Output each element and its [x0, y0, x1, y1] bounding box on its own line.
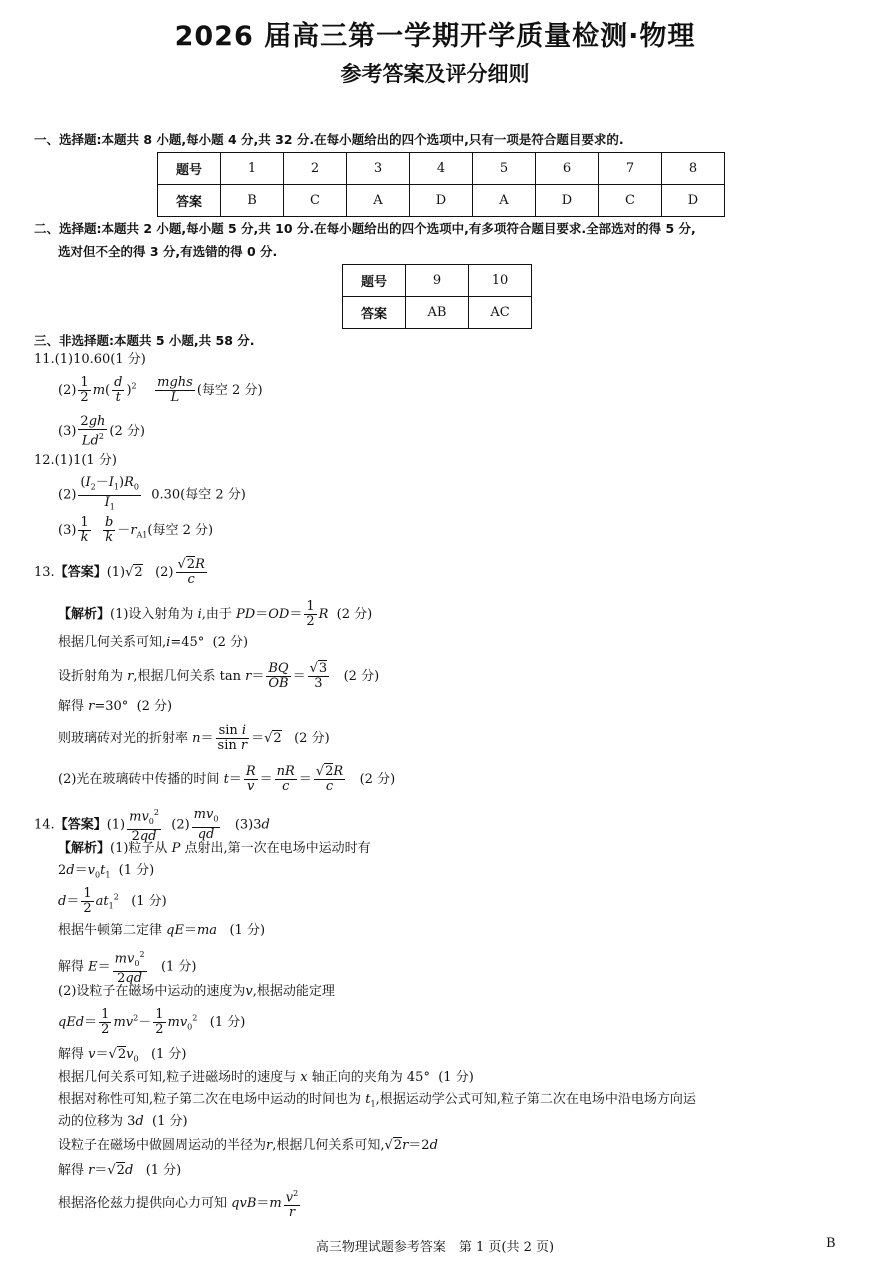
q14-line11: 动的位移为 3d (1 分)	[58, 1114, 188, 1129]
section2-heading-line2: 选对但不全的得 3 分,有选错的得 0 分.	[58, 244, 278, 259]
q12-part3: (3) $\frac{1}{k}$ $\frac{b}{k}$ $-r_{A1}$(每空 2 分)	[58, 515, 214, 545]
q14-line12: 设粒子在磁场中做圆周运动的半径为r,根据几何关系可知,√2r＝2d	[58, 1138, 438, 1153]
q12-part2: (2) $\frac{(I_2-I_1)R_0}{I_1}$ 0.30(每空 2 分)	[58, 476, 246, 514]
page-title: 2026 届高三第一学期开学质量检测·物理	[174, 21, 696, 52]
row-label-question: 题号	[158, 153, 221, 185]
q14-line1: 【解析】(1)粒子从 P 点射出,第一次在电场中运动时有	[58, 841, 371, 856]
q12-part1: 12.(1)1(1 分)	[34, 453, 117, 468]
q14-line13: 解得 r＝√2d (1 分)	[58, 1163, 182, 1178]
q13-line4: 解得 r=30° (2 分)	[58, 699, 173, 714]
q11-part3: (3) $\frac{2gh}{Ld^2}$ (2 分)	[58, 414, 145, 449]
row-label-answer: 答案	[158, 185, 221, 217]
table-row	[158, 153, 725, 185]
page-footer: 高三物理试题参考答案 第 1 页(共 2 页)	[315, 1240, 555, 1255]
q14-answer: 14.【答案】(1) $\frac{mv_0^2}{2qd}$ (2) $\frac{mv_0}{qd}$ (3)3d	[34, 807, 270, 844]
q13-line1: 【解析】(1)设入射角为 i,由于 PD＝OD＝ $\frac{1}{2}$ R (2 分)	[58, 599, 373, 629]
q14-line5: 解得 E＝ $\frac{mv_0^2}{2qd}$ (1 分)	[58, 950, 197, 986]
q13-line3: 设折射角为 r,根据几何关系 tan r＝ $\frac{BQ}{OB}$ ＝ $\frac{√3}{3}$ (2 分)	[58, 661, 380, 691]
q14-line9: 根据几何关系可知,粒子进磁场时的速度与 x 轴正向的夹角为 45° (1 分)	[58, 1070, 474, 1085]
q13-answer: 13.【答案】(1)√2 (2) $\frac{√2R}{c}$	[34, 557, 205, 587]
q13-line6: (2)光在玻璃砖中传播的时间 t＝ $\frac{R}{v}$ ＝ $\frac{nR}{c}$ ＝ $\frac{√2R}{c}$ (2 分)	[58, 764, 396, 794]
q14-line2: $2d=v_0t_1$ (1 分)	[58, 863, 155, 880]
answer-cell: C	[599, 185, 662, 217]
q14-line10: 根据对称性可知,粒子第二次在电场中运动的时间也为 $t_1$,根据运动学公式可知,粒子第二次在电场中沿电场方向运	[58, 1092, 696, 1109]
answer-cell: A	[473, 185, 536, 217]
q14-line7: qEd＝ $\frac{1}{2}$ $mv^2-$ $\frac{1}{2}$ $mv_0^2$ (1 分)	[58, 1007, 246, 1037]
q14-line14: 根据洛伦兹力提供向心力可知 qvB＝m $\frac{v^2}{r}$	[58, 1189, 299, 1221]
q14-line4: 根据牛顿第二定律 qE＝ma (1 分)	[58, 923, 266, 938]
section2-answer-table	[342, 264, 532, 329]
answer-cell: C	[284, 185, 347, 217]
section1-answer-table	[157, 152, 725, 217]
question-number: 7	[599, 153, 662, 185]
q14-line8: 解得 $v=√2v_0$ (1 分)	[58, 1047, 187, 1064]
question-number: 5	[473, 153, 536, 185]
section3-heading: 三、非选择题:本题共 5 小题,共 58 分.	[34, 333, 255, 348]
q11-part2: (2) $\frac{1}{2}$ m( $\frac{d}{t}$ )$^2$ $\frac{\text{mghs}}{L}$ (每空 2 分)	[58, 375, 263, 405]
row-label-answer: 答案	[343, 297, 406, 329]
question-number: 6	[536, 153, 599, 185]
page-subtitle: 参考答案及评分细则	[340, 62, 530, 86]
row-label-question: 题号	[343, 265, 406, 297]
table-row	[343, 297, 532, 329]
question-number: 9	[406, 265, 469, 297]
question-number: 3	[347, 153, 410, 185]
q14-line6: (2)设粒子在磁场中运动的速度为v,根据动能定理	[58, 984, 335, 999]
question-number: 4	[410, 153, 473, 185]
answer-cell: B	[221, 185, 284, 217]
question-number: 2	[284, 153, 347, 185]
q11-part1: 11.(1)10.60(1 分)	[34, 352, 146, 367]
answer-cell: AC	[469, 297, 532, 329]
answer-cell: D	[410, 185, 473, 217]
answer-cell: AB	[406, 297, 469, 329]
q13-line5: 则玻璃砖对光的折射率 n＝ $\frac{\text{sin i}}{\text{sin r}}$ ＝√2 (2 分)	[58, 723, 330, 753]
table-row	[343, 265, 532, 297]
answer-cell: D	[536, 185, 599, 217]
section2-heading-line1: 二、选择题:本题共 2 小题,每小题 5 分,共 10 分.在每小题给出的四个选项中,有多项符合题目要求.全部选对的得 5 分,	[34, 221, 696, 236]
question-number: 8	[662, 153, 725, 185]
answer-cell: D	[662, 185, 725, 217]
section1-heading: 一、选择题:本题共 8 小题,每小题 4 分,共 32 分.在每小题给出的四个选项中,只有一项是符合题目要求的.	[34, 132, 624, 147]
question-number: 10	[469, 265, 532, 297]
q13-line2: 根据几何关系可知,i=45° (2 分)	[58, 635, 249, 650]
question-number: 1	[221, 153, 284, 185]
q14-line3: d＝ $\frac{1}{2}$ $at_1^2$ (1 分)	[58, 886, 167, 916]
version-mark: B	[826, 1236, 836, 1251]
table-row	[158, 185, 725, 217]
answer-cell: A	[347, 185, 410, 217]
